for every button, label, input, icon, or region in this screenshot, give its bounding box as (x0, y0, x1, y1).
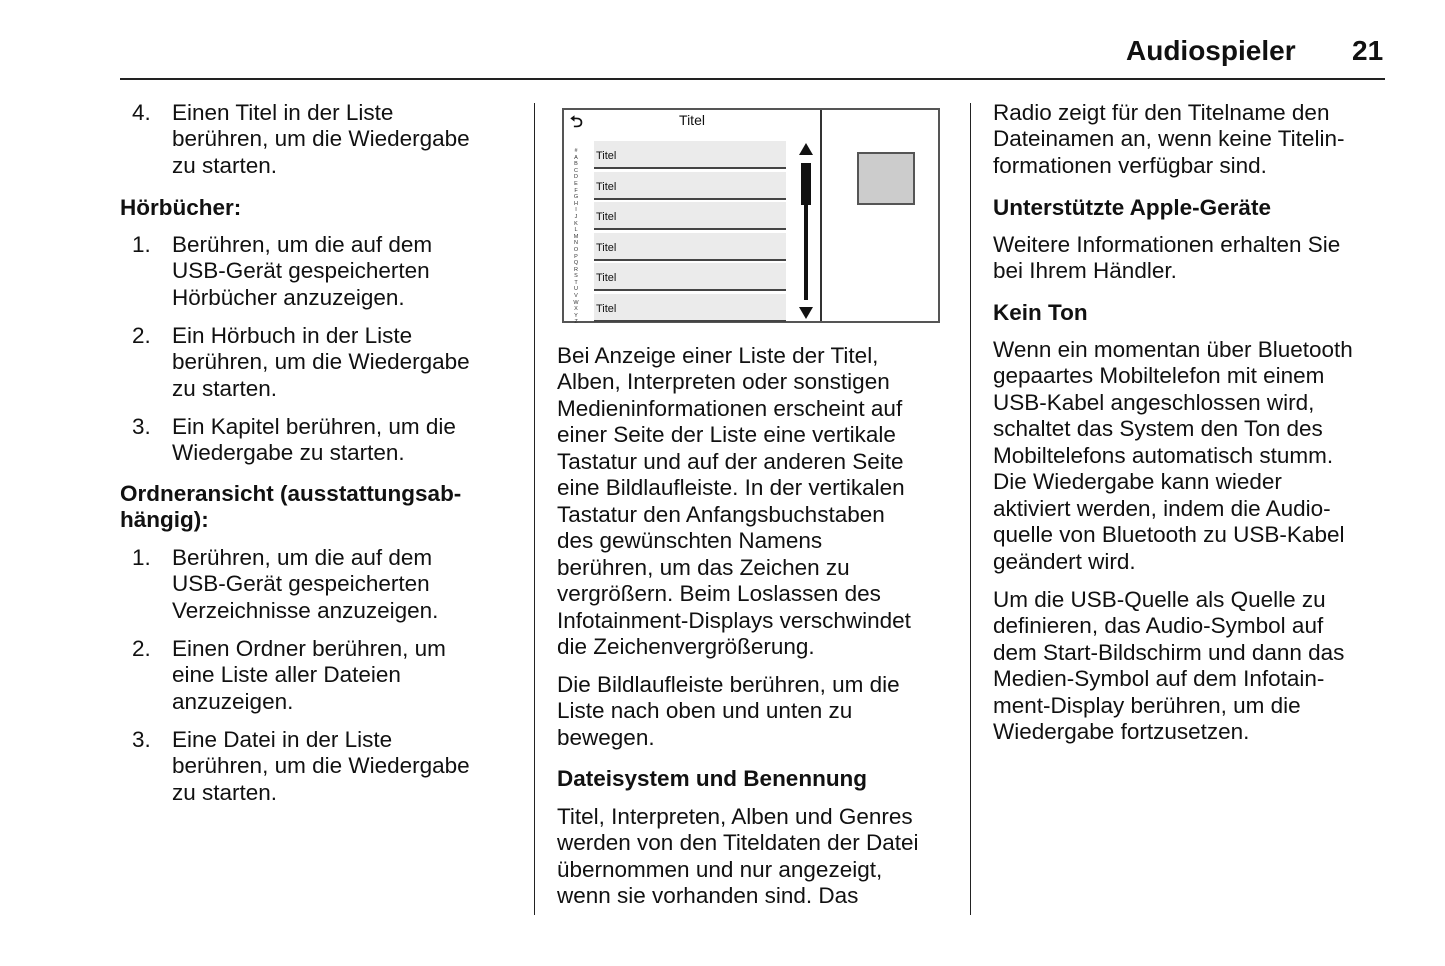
list-row[interactable]: Titel (594, 263, 786, 291)
step-number: 4. (132, 100, 151, 125)
text-line: Wiedergabe zu starten. (172, 440, 405, 466)
alphabet-key[interactable]: Z (574, 319, 578, 326)
alphabet-key[interactable]: F (574, 187, 578, 194)
text-line: werden von den Titeldaten der Datei (557, 830, 919, 856)
text-line: bewegen. (557, 724, 655, 750)
text-line: schaltet das System den Ton des (993, 416, 1323, 442)
numbered-step (132, 232, 433, 311)
alphabet-key[interactable]: G (573, 194, 579, 201)
section-heading (993, 195, 1271, 221)
alphabet-key[interactable]: T (574, 279, 578, 286)
numbered-step (132, 414, 456, 467)
text-line: zu starten. (172, 152, 278, 178)
alphabet-key[interactable]: C (574, 167, 578, 174)
alphabet-key[interactable]: W (573, 299, 579, 306)
text-line: Ein Hörbuch in der Liste (172, 323, 413, 348)
numbered-step (132, 636, 446, 715)
scroll-down-arrow-icon (799, 307, 813, 319)
alphabet-key[interactable]: I (575, 207, 577, 214)
text-line: Ein Kapitel berühren, um die (172, 414, 456, 439)
section-heading (993, 300, 1088, 326)
text-line: eine Liste aller Dateien (172, 662, 401, 688)
alphabet-key[interactable]: O (573, 246, 579, 253)
step-number: 2. (132, 636, 151, 661)
text-line: Berühren, um die auf dem (172, 232, 433, 257)
text-line: Ordneransicht (ausstattungsab- (120, 481, 462, 506)
step-number: 3. (132, 727, 151, 752)
scroll-up-arrow-icon (799, 143, 813, 155)
alphabet-key[interactable]: S (574, 273, 578, 280)
text-line: Alben, Interpreten oder sonstigen (557, 369, 890, 395)
text-line: zu starten. (172, 375, 278, 401)
text-line: Kein Ton (993, 300, 1088, 325)
scrollbar-track (804, 198, 808, 300)
text-line: anzuzeigen. (172, 688, 294, 714)
alphabet-key[interactable]: V (574, 293, 578, 300)
screen-title: Titel (679, 112, 705, 128)
alphabet-key[interactable]: U (574, 286, 578, 293)
step-number: 2. (132, 323, 151, 348)
alphabet-key[interactable]: L (574, 227, 578, 234)
alphabet-key[interactable]: E (574, 180, 578, 187)
alphabet-key[interactable]: R (574, 266, 578, 273)
text-line: Weitere Informationen erhalten Sie (993, 232, 1341, 257)
step-number: 1. (132, 545, 151, 570)
list-row[interactable]: Titel (594, 294, 786, 322)
text-line: Verzeichnisse anzuzeigen. (172, 597, 439, 623)
text-line: Liste nach oben und unten zu (557, 698, 853, 724)
text-line: dem Start-Bildschirm und dann das (993, 639, 1345, 665)
text-line: Die Bildlaufleiste berühren, um die (557, 672, 900, 697)
alphabet-key[interactable]: Q (573, 260, 579, 267)
text-line: Hörbücher: (120, 195, 242, 220)
text-line: Eine Datei in der Liste (172, 727, 393, 752)
section-title: Audiospieler (1126, 35, 1296, 66)
text-line: Um die USB-Quelle als Quelle zu (993, 587, 1326, 612)
paragraph (993, 337, 1353, 575)
text-line: Die Wiedergabe kann wieder (993, 469, 1282, 495)
album-art-placeholder (857, 152, 915, 205)
paragraph (557, 343, 911, 660)
text-line: einer Seite der Liste eine vertikale (557, 422, 896, 448)
text-line: Medieninformationen erscheint auf (557, 395, 903, 421)
text-line: geändert wird. (993, 548, 1136, 574)
text-line: Wiedergabe fortzusetzen. (993, 719, 1250, 745)
list-row[interactable]: Titel (594, 202, 786, 230)
text-line: bei Ihrem Händler. (993, 258, 1177, 284)
text-line: ment-Display berühren, um die (993, 692, 1301, 718)
numbered-step (132, 323, 470, 402)
scrollbar-thumb (801, 163, 811, 205)
title-list-screen-figure (562, 108, 940, 326)
section-heading (120, 195, 241, 221)
alphabet-key[interactable]: K (574, 220, 578, 227)
text-line: hängig): (120, 507, 209, 533)
list-row[interactable]: Titel (594, 141, 786, 169)
alphabet-key[interactable]: B (574, 161, 578, 168)
alphabet-key[interactable]: P (574, 253, 578, 260)
text-line: quelle von Bluetooth zu USB-Kabel (993, 522, 1345, 548)
column-divider (534, 103, 535, 915)
text-line: Einen Titel in der Liste (172, 100, 394, 125)
alphabet-key[interactable]: A (574, 154, 578, 161)
back-arrow-icon: ⮌ (570, 114, 583, 131)
numbered-step (132, 100, 470, 179)
alphabet-key[interactable]: J (574, 213, 578, 220)
alphabet-key[interactable]: M (573, 233, 579, 240)
text-line: übernommen und nur angezeigt, (557, 856, 883, 882)
text-line: die Zeichenvergrößerung. (557, 633, 815, 659)
list-row[interactable]: Titel (594, 172, 786, 200)
paragraph (557, 804, 918, 910)
text-line: Dateinamen an, wenn keine Titelin- (993, 126, 1345, 152)
numbered-step (132, 727, 470, 806)
text-line: aktiviert werden, indem die Audio- (993, 495, 1331, 521)
alphabet-key[interactable]: H (574, 200, 578, 207)
text-line: Dateisystem und Benennung (557, 766, 868, 791)
alphabet-key[interactable]: N (574, 240, 578, 247)
paragraph (557, 672, 900, 751)
text-line: Berühren, um die auf dem (172, 545, 433, 570)
step-number: 3. (132, 414, 151, 439)
text-line: Einen Ordner berühren, um (172, 636, 446, 661)
step-number: 1. (132, 232, 151, 257)
page-number: 21 (1352, 35, 1384, 66)
text-line: Medien-Symbol auf dem Infotain- (993, 666, 1325, 692)
section-heading (120, 481, 461, 534)
text-line: zu starten. (172, 779, 278, 805)
text-line: formationen verfügbar sind. (993, 152, 1267, 178)
numbered-step (132, 545, 439, 624)
section-heading (557, 766, 867, 792)
paragraph (993, 232, 1340, 285)
column-divider (970, 103, 971, 915)
paragraph (993, 100, 1344, 179)
text-line: Infotainment-Displays verschwindet (557, 607, 911, 633)
alphabet-key[interactable]: Y (574, 312, 578, 319)
text-line: vergrößern. Beim Loslassen des (557, 581, 881, 607)
text-line: berühren, um die Wiedergabe (172, 753, 470, 779)
alphabet-key[interactable]: D (574, 174, 578, 181)
text-line: Wenn ein momentan über Bluetooth (993, 337, 1353, 362)
list-row[interactable]: Titel (594, 233, 786, 261)
text-line: wenn sie vorhanden sind. Das (557, 883, 859, 909)
text-line: definieren, das Audio-Symbol auf (993, 613, 1324, 639)
screen-divider (820, 110, 822, 321)
text-line: des gewünschten Namens (557, 528, 823, 554)
text-line: Tastatur und auf der anderen Seite (557, 448, 904, 474)
text-line: Titel, Interpreten, Alben und Genres (557, 804, 913, 829)
text-line: Mobiltelefons automatisch stumm. (993, 442, 1334, 468)
text-line: berühren, um die Wiedergabe (172, 126, 470, 152)
text-line: berühren, um die Wiedergabe (172, 349, 470, 375)
alphabet-key[interactable]: X (574, 306, 578, 313)
header-rule (120, 78, 1385, 80)
paragraph (993, 587, 1344, 746)
text-line: Unterstützte Apple-Geräte (993, 195, 1271, 220)
text-line: Bei Anzeige einer Liste der Titel, (557, 343, 879, 368)
text-line: USB-Kabel angeschlossen wird, (993, 389, 1315, 415)
text-line: eine Bildlaufleiste. In der vertikalen (557, 475, 905, 501)
text-line: gepaartes Mobiltelefon mit einem (993, 363, 1325, 389)
text-line: Hörbücher anzuzeigen. (172, 284, 405, 310)
vertical-alphabet-keyboard (571, 148, 581, 326)
text-line: Tastatur den Anfangsbuchstaben (557, 501, 885, 527)
alphabet-key[interactable]: # (574, 148, 578, 154)
text-line: USB-Gerät gespeicherten (172, 258, 430, 284)
text-line: berühren, um das Zeichen zu (557, 554, 850, 580)
text-line: Radio zeigt für den Titelname den (993, 100, 1330, 125)
text-line: USB-Gerät gespeicherten (172, 571, 430, 597)
